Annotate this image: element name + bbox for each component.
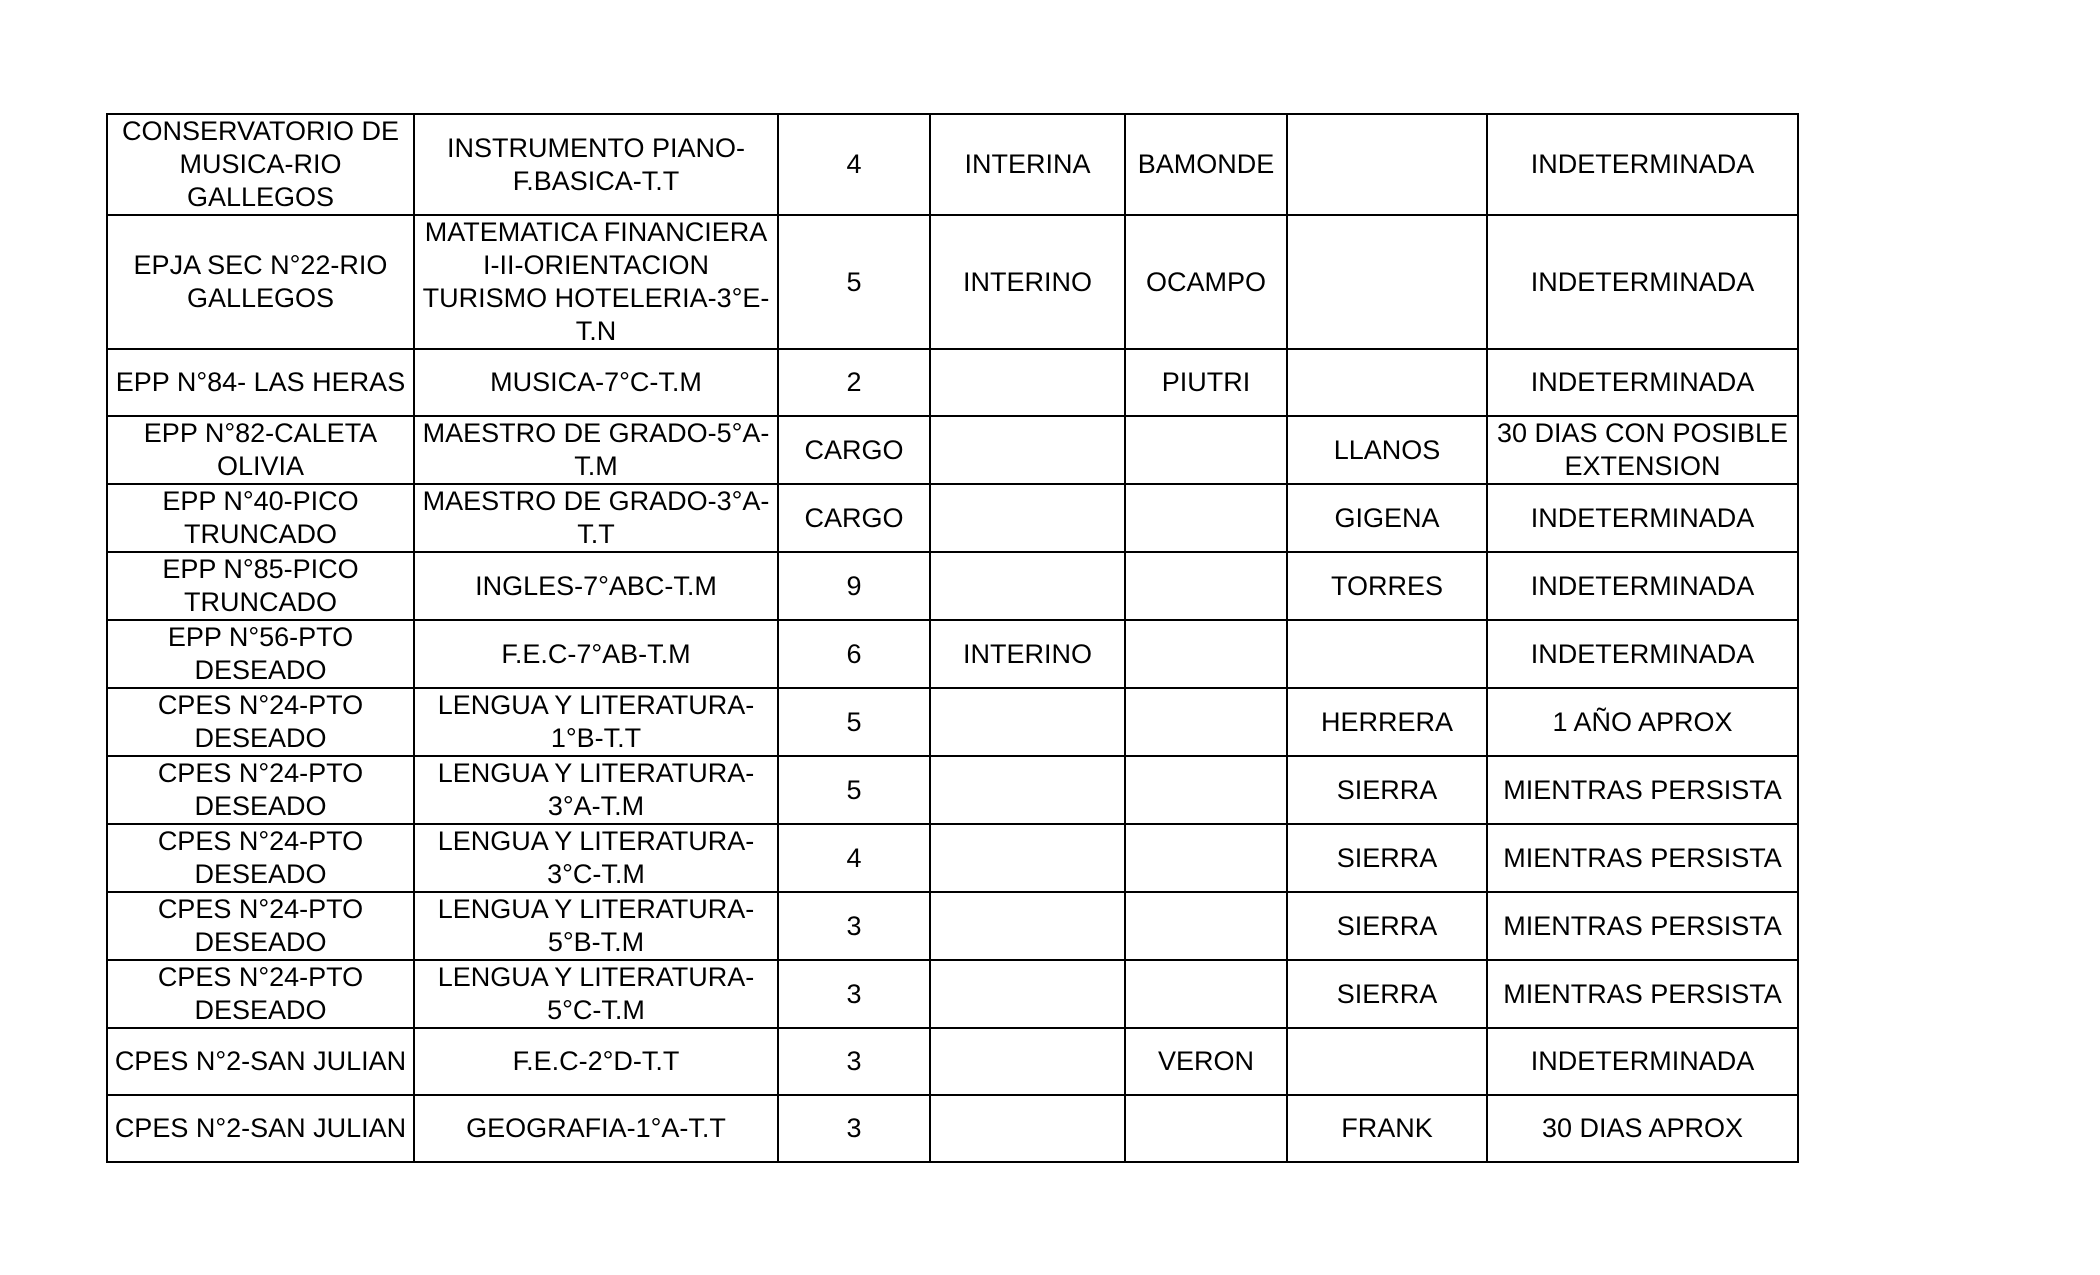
duration-cell-line: MIENTRAS PERSISTA [1503, 978, 1782, 1009]
hours-cell: 9 [778, 552, 930, 620]
school-cell [107, 416, 414, 484]
table-row [107, 1028, 1798, 1095]
duration-cell [1487, 1095, 1798, 1162]
substitute-cell: LLANOS [1287, 416, 1487, 484]
vacancy-table [106, 113, 1799, 1163]
subject-cell-line: LENGUA Y LITERATURA- [437, 962, 755, 992]
hours-cell: CARGO [778, 416, 930, 484]
subject-cell [414, 620, 778, 688]
table-row [107, 688, 1798, 756]
subject-cell-line: MUSICA-7°C-T.M [490, 367, 702, 397]
duration-cell-line: MIENTRAS PERSISTA [1503, 774, 1782, 805]
duration-cell [1487, 892, 1798, 960]
status-cell [930, 892, 1125, 960]
duration-cell-line: 30 DIAS CON POSIBLE [1496, 418, 1789, 448]
school-cell [107, 215, 414, 349]
subject-cell-line: GEOGRAFIA-1°A-T.T [466, 1113, 726, 1143]
duration-cell [1487, 620, 1798, 688]
school-cell-line: GALLEGOS [186, 182, 335, 212]
substitute-cell [1287, 1028, 1487, 1095]
school-cell-line: EPJA SEC N°22-RIO [133, 250, 388, 280]
subject-cell-line: INSTRUMENTO PIANO- [446, 132, 745, 163]
school-cell-line: DESEADO [194, 859, 327, 889]
school-cell-line: CPES N°24-PTO [157, 826, 364, 856]
substitute-cell: GIGENA [1287, 484, 1487, 552]
status-cell [930, 960, 1125, 1028]
subject-cell-line: LENGUA Y LITERATURA- [437, 690, 755, 720]
holder-cell: PIUTRI [1125, 349, 1287, 416]
subject-cell-line: 1°B-T.T [550, 723, 642, 753]
subject-cell [414, 484, 778, 552]
status-cell [930, 756, 1125, 824]
school-cell-line: OLIVIA [216, 451, 305, 481]
holder-cell [1125, 824, 1287, 892]
subject-cell-line: T.T [577, 519, 615, 549]
status-cell [930, 552, 1125, 620]
school-cell-line: CONSERVATORIO DE [121, 116, 400, 146]
school-cell-line: CPES N°2-SAN JULIAN [114, 1113, 407, 1143]
duration-cell [1487, 824, 1798, 892]
duration-cell-line: INDETERMINADA [1530, 149, 1755, 179]
subject-cell-line: 3°C-T.M [547, 859, 645, 889]
substitute-cell: SIERRA [1287, 960, 1487, 1028]
duration-cell-line: 30 DIAS APROX [1541, 1113, 1744, 1143]
school-cell [107, 114, 414, 215]
subject-cell [414, 960, 778, 1028]
status-cell: INTERINA [930, 114, 1125, 215]
table-row [107, 416, 1798, 484]
hours-cell: 3 [778, 1095, 930, 1162]
duration-cell [1487, 1028, 1798, 1095]
holder-cell [1125, 892, 1287, 960]
hours-cell: 6 [778, 620, 930, 688]
table-row [107, 552, 1798, 620]
hours-cell: 3 [778, 892, 930, 960]
status-cell [930, 484, 1125, 552]
holder-cell: VERON [1125, 1028, 1287, 1095]
school-cell [107, 688, 414, 756]
subject-cell-line: TURISMO HOTELERIA-3°E- [422, 283, 770, 313]
hours-cell: 4 [778, 824, 930, 892]
subject-cell-line: LENGUA Y LITERATURA- [437, 894, 755, 924]
hours-cell: 4 [778, 114, 930, 215]
school-cell-line: GALLEGOS [186, 283, 335, 313]
table-row [107, 892, 1798, 960]
duration-cell-line: MIENTRAS PERSISTA [1503, 842, 1782, 873]
subject-cell-line: MAESTRO DE GRADO-5°A- [422, 418, 770, 448]
status-cell [930, 824, 1125, 892]
subject-cell [414, 114, 778, 215]
subject-cell-line: MAESTRO DE GRADO-3°A- [422, 486, 770, 516]
substitute-cell: SIERRA [1287, 756, 1487, 824]
school-cell [107, 484, 414, 552]
school-cell-line: TRUNCADO [184, 587, 337, 617]
subject-cell-line: I-II-ORIENTACION [483, 250, 709, 280]
subject-cell-line: T.M [574, 451, 618, 481]
school-cell-line: DESEADO [194, 791, 327, 821]
substitute-cell: TORRES [1287, 552, 1487, 620]
status-cell [930, 688, 1125, 756]
school-cell-line: TRUNCADO [184, 519, 337, 549]
holder-cell [1125, 1095, 1287, 1162]
school-cell [107, 1028, 414, 1095]
school-cell-line: EPP N°56-PTO [167, 622, 354, 652]
substitute-cell: HERRERA [1287, 688, 1487, 756]
table-row [107, 620, 1798, 688]
duration-cell-line: INDETERMINADA [1530, 570, 1755, 601]
school-cell-line: DESEADO [194, 655, 327, 685]
hours-cell: 2 [778, 349, 930, 416]
school-cell-line: CPES N°2-SAN JULIAN [114, 1046, 407, 1076]
duration-cell-line: MIENTRAS PERSISTA [1503, 910, 1782, 941]
subject-cell [414, 552, 778, 620]
subject-cell [414, 1028, 778, 1095]
school-cell-line: EPP N°84- LAS HERAS [115, 367, 406, 397]
hours-cell: 5 [778, 756, 930, 824]
substitute-cell [1287, 349, 1487, 416]
subject-cell-line: 3°A-T.M [547, 791, 645, 821]
duration-cell [1487, 114, 1798, 215]
school-cell [107, 620, 414, 688]
duration-cell-line: INDETERMINADA [1530, 638, 1755, 669]
substitute-cell [1287, 620, 1487, 688]
holder-cell [1125, 620, 1287, 688]
duration-cell-line: INDETERMINADA [1530, 367, 1755, 397]
school-cell [107, 960, 414, 1028]
subject-cell [414, 215, 778, 349]
subject-cell [414, 892, 778, 960]
table-row [107, 215, 1798, 349]
table-row [107, 349, 1798, 416]
subject-cell-line: F.BASICA-T.T [512, 165, 680, 196]
table-row [107, 960, 1798, 1028]
status-cell [930, 416, 1125, 484]
school-cell-line: EPP N°85-PICO [162, 554, 359, 584]
table-row [107, 824, 1798, 892]
subject-cell-line: LENGUA Y LITERATURA- [437, 758, 755, 788]
holder-cell [1125, 552, 1287, 620]
school-cell [107, 1095, 414, 1162]
school-cell-line: CPES N°24-PTO [157, 758, 364, 788]
subject-cell [414, 756, 778, 824]
school-cell-line: DESEADO [194, 927, 327, 957]
table-row [107, 114, 1798, 215]
holder-cell [1125, 756, 1287, 824]
subject-cell [414, 416, 778, 484]
substitute-cell: SIERRA [1287, 824, 1487, 892]
holder-cell [1125, 484, 1287, 552]
duration-cell-line: INDETERMINADA [1530, 1046, 1755, 1076]
subject-cell-line: INGLES-7°ABC-T.M [475, 570, 717, 601]
duration-cell [1487, 756, 1798, 824]
school-cell-line: CPES N°24-PTO [157, 894, 364, 924]
subject-cell-line: LENGUA Y LITERATURA- [437, 826, 755, 856]
hours-cell: CARGO [778, 484, 930, 552]
subject-cell-line: MATEMATICA FINANCIERA [424, 217, 768, 247]
school-cell [107, 756, 414, 824]
school-cell-line: EPP N°82-CALETA [143, 418, 378, 448]
subject-cell-line: F.E.C-2°D-T.T [512, 1046, 680, 1076]
duration-cell [1487, 552, 1798, 620]
subject-cell-line: F.E.C-7°AB-T.M [501, 638, 691, 669]
holder-cell [1125, 960, 1287, 1028]
substitute-cell [1287, 215, 1487, 349]
hours-cell: 3 [778, 1028, 930, 1095]
status-cell: INTERINO [930, 215, 1125, 349]
substitute-cell: SIERRA [1287, 892, 1487, 960]
duration-cell-line: EXTENSION [1564, 451, 1721, 481]
duration-cell [1487, 416, 1798, 484]
table-row [107, 484, 1798, 552]
holder-cell: OCAMPO [1125, 215, 1287, 349]
hours-cell: 5 [778, 215, 930, 349]
duration-cell-line: 1 AÑO APROX [1552, 706, 1733, 737]
subject-cell [414, 824, 778, 892]
table-row [107, 756, 1798, 824]
duration-cell [1487, 484, 1798, 552]
subject-cell [414, 1095, 778, 1162]
subject-cell-line: 5°B-T.M [547, 927, 645, 957]
school-cell-line: DESEADO [194, 995, 327, 1025]
subject-cell [414, 688, 778, 756]
hours-cell: 5 [778, 688, 930, 756]
table-body [107, 114, 1798, 1162]
school-cell-line: MUSICA-RIO [179, 149, 342, 179]
substitute-cell [1287, 114, 1487, 215]
subject-cell-line: T.N [575, 316, 617, 346]
subject-cell-line: 5°C-T.M [547, 995, 645, 1025]
subject-cell [414, 349, 778, 416]
status-cell [930, 1095, 1125, 1162]
duration-cell [1487, 349, 1798, 416]
school-cell-line: CPES N°24-PTO [157, 690, 364, 720]
holder-cell: BAMONDE [1125, 114, 1287, 215]
status-cell [930, 1028, 1125, 1095]
school-cell-line: CPES N°24-PTO [157, 962, 364, 992]
school-cell [107, 552, 414, 620]
duration-cell-line: INDETERMINADA [1530, 266, 1755, 297]
table-row [107, 1095, 1798, 1162]
duration-cell-line: INDETERMINADA [1530, 502, 1755, 533]
status-cell: INTERINO [930, 620, 1125, 688]
duration-cell [1487, 960, 1798, 1028]
duration-cell [1487, 688, 1798, 756]
substitute-cell: FRANK [1287, 1095, 1487, 1162]
duration-cell [1487, 215, 1798, 349]
hours-cell: 3 [778, 960, 930, 1028]
holder-cell [1125, 416, 1287, 484]
school-cell [107, 349, 414, 416]
school-cell [107, 892, 414, 960]
holder-cell [1125, 688, 1287, 756]
school-cell-line: EPP N°40-PICO [162, 486, 359, 516]
status-cell [930, 349, 1125, 416]
school-cell-line: DESEADO [194, 723, 327, 753]
school-cell [107, 824, 414, 892]
